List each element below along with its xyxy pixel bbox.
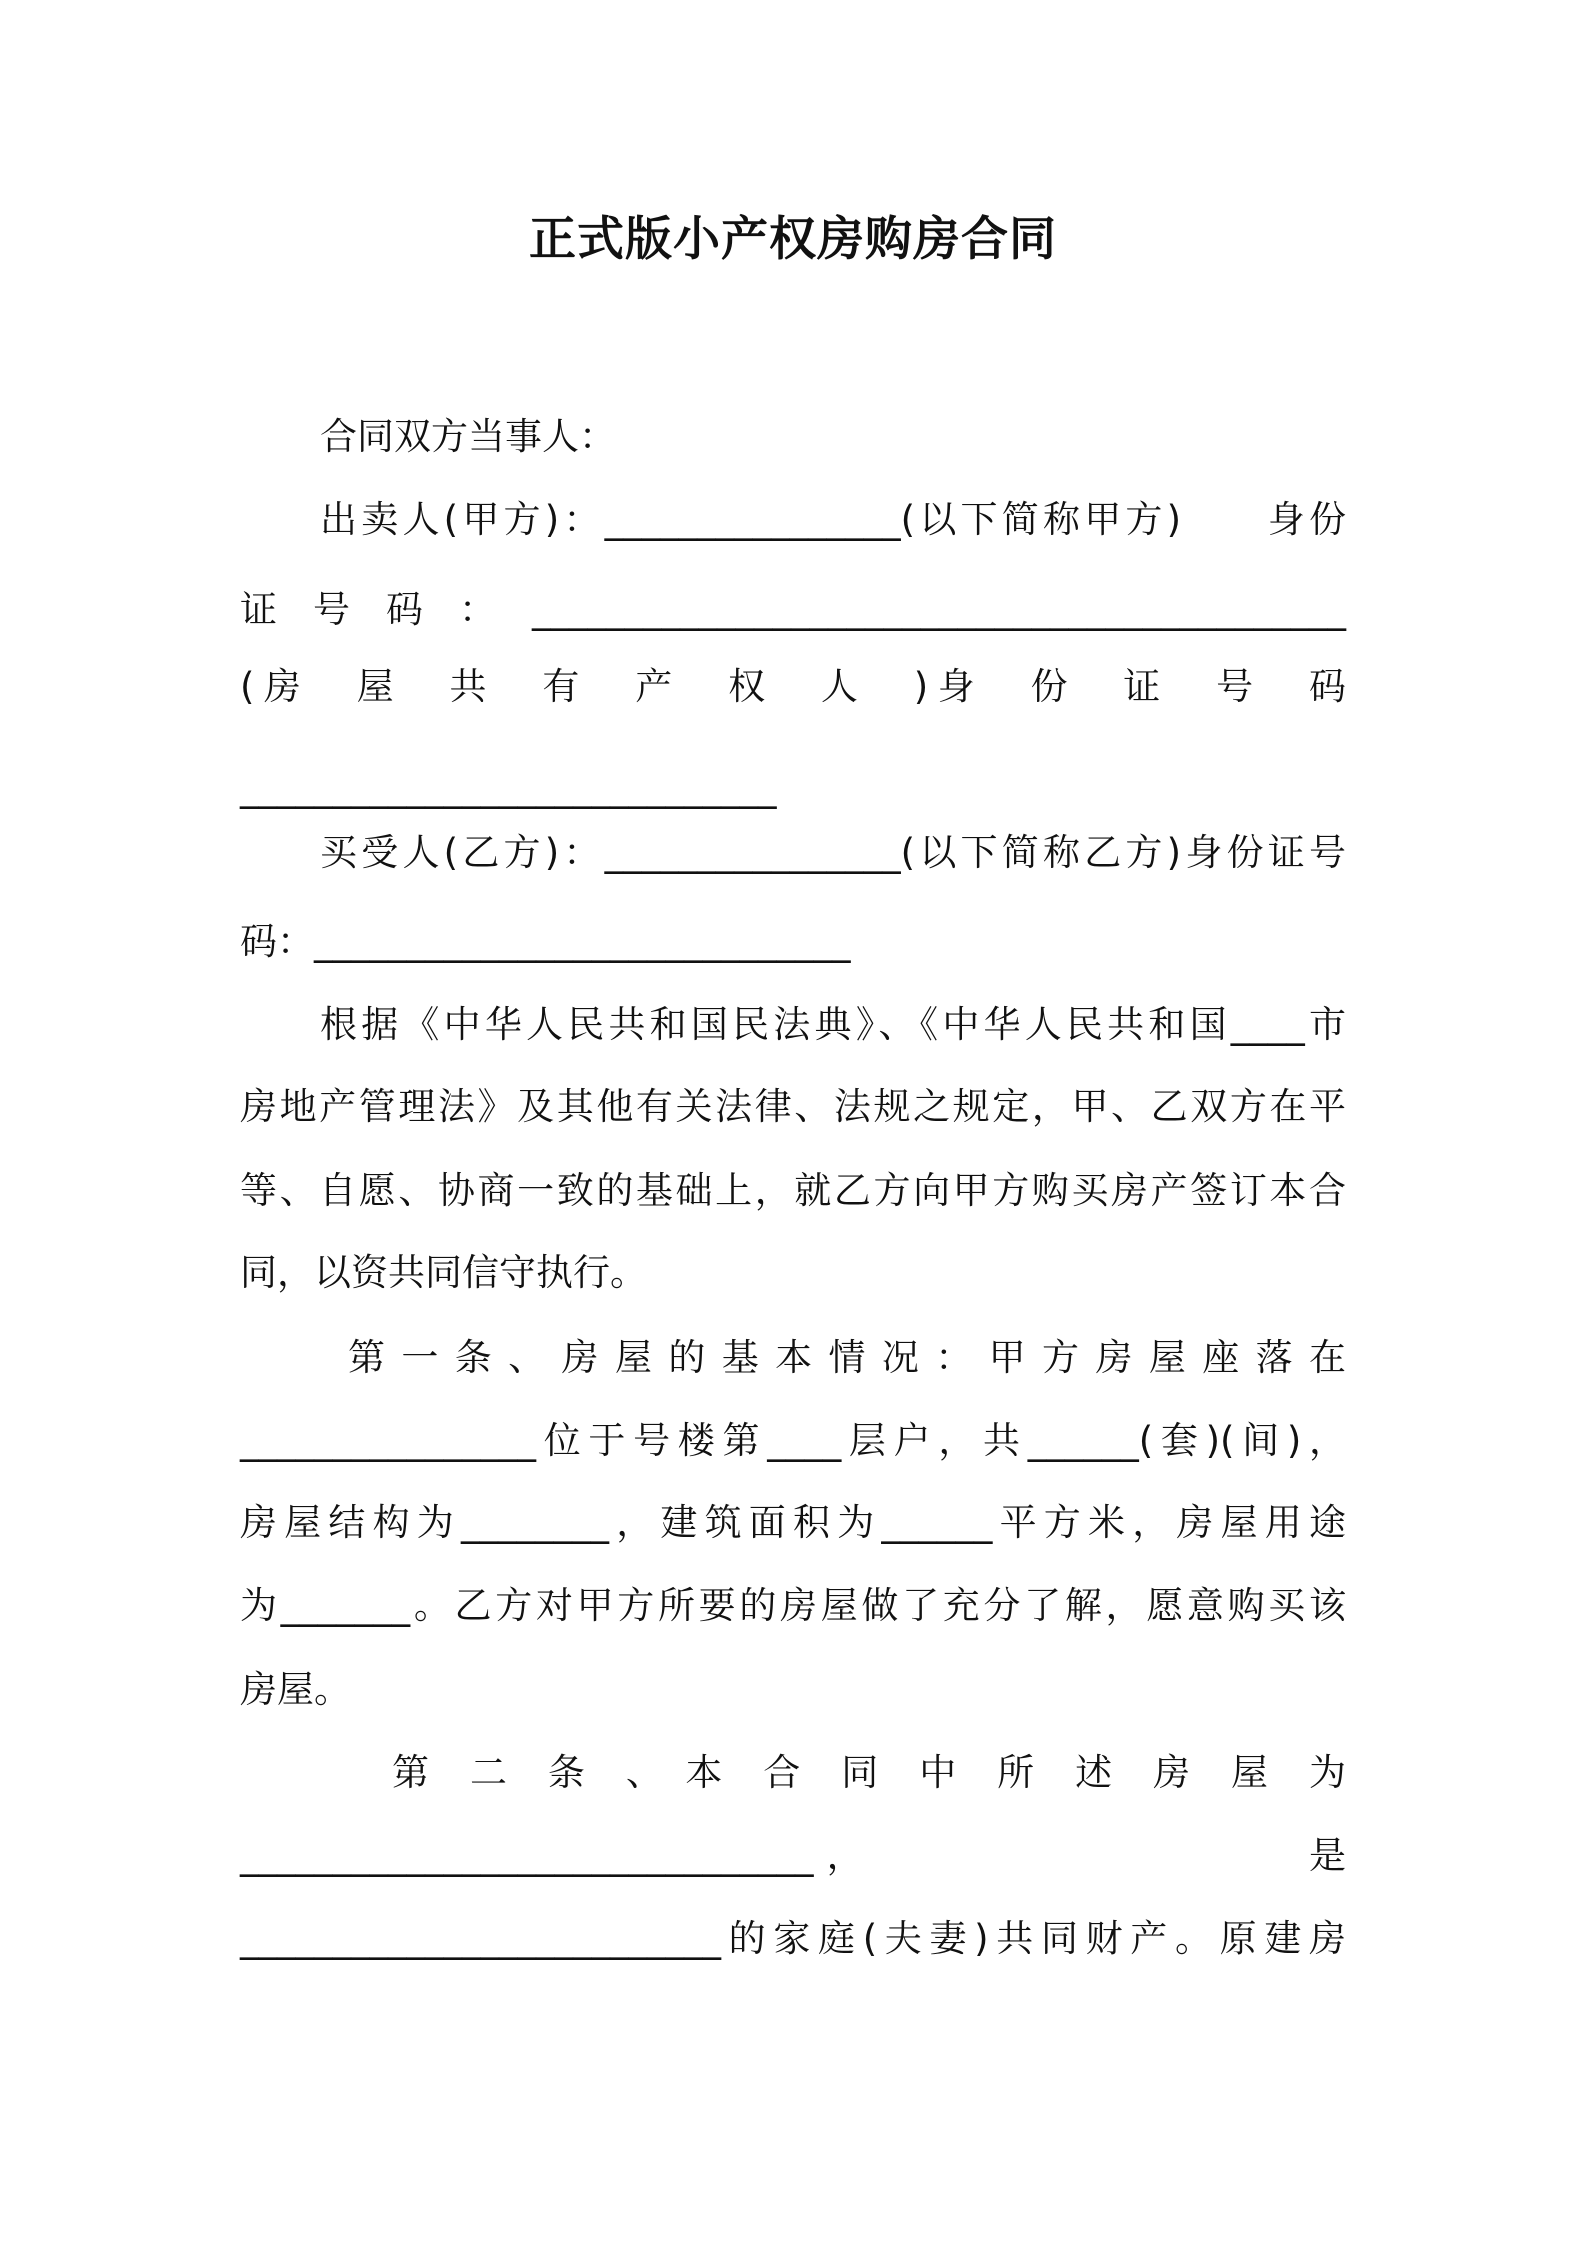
text-line: 出卖人(甲方)：________________(以下简称甲方) 身份 (320, 498, 1346, 541)
text-line: 为_______。乙方对甲方所要的房屋做了充分了解，愿意购买该 (240, 1584, 1346, 1627)
text-line: 码：_____________________________ (240, 920, 851, 963)
text-line: 同，以资共同信守执行。 (240, 1251, 647, 1294)
text-line: 合同双方当事人： (320, 415, 616, 458)
text-line: 证号码：____________________________________________ (240, 588, 1346, 631)
text-line: 第 一 条 、 房 屋 的 基 本 情 况 ： 甲 方 房 屋 座 落 在 (348, 1336, 1346, 1379)
text-line: 房地产管理法》及其他有关法律、法规之规定，甲、乙双方在平 (240, 1085, 1346, 1128)
text-line: 等、自愿、协商一致的基础上，就乙方向甲方购买房产签订本合 (240, 1169, 1346, 1212)
text-line: _______________________________， 是 (240, 1834, 1346, 1877)
text-line: 房屋。 (240, 1668, 351, 1711)
text-line: _____________________________ (240, 766, 777, 809)
text-line: 根据《中华人民共和国民法典》、《中华人民共和国____市 (320, 1003, 1346, 1046)
text-line: 房屋结构为________，建筑面积为______平方米，房屋用途 (240, 1501, 1346, 1544)
page-title: 正式版小产权房购房合同 (529, 212, 1057, 267)
text-line: __________________________的家庭(夫妻)共同财产。原建房 (240, 1917, 1346, 1960)
text-line: ________________位于号楼第____层户，共______(套)(间)， (240, 1419, 1346, 1462)
text-line: 买受人(乙方)：________________(以下简称乙方)身份证号 (320, 831, 1346, 874)
text-line: 第 二 条 、 本 合 同 中 所 述 房 屋 为 (392, 1751, 1346, 1794)
text-line: (房 屋 共 有 产 权 人 )身 份 证 号 码 (240, 665, 1346, 708)
